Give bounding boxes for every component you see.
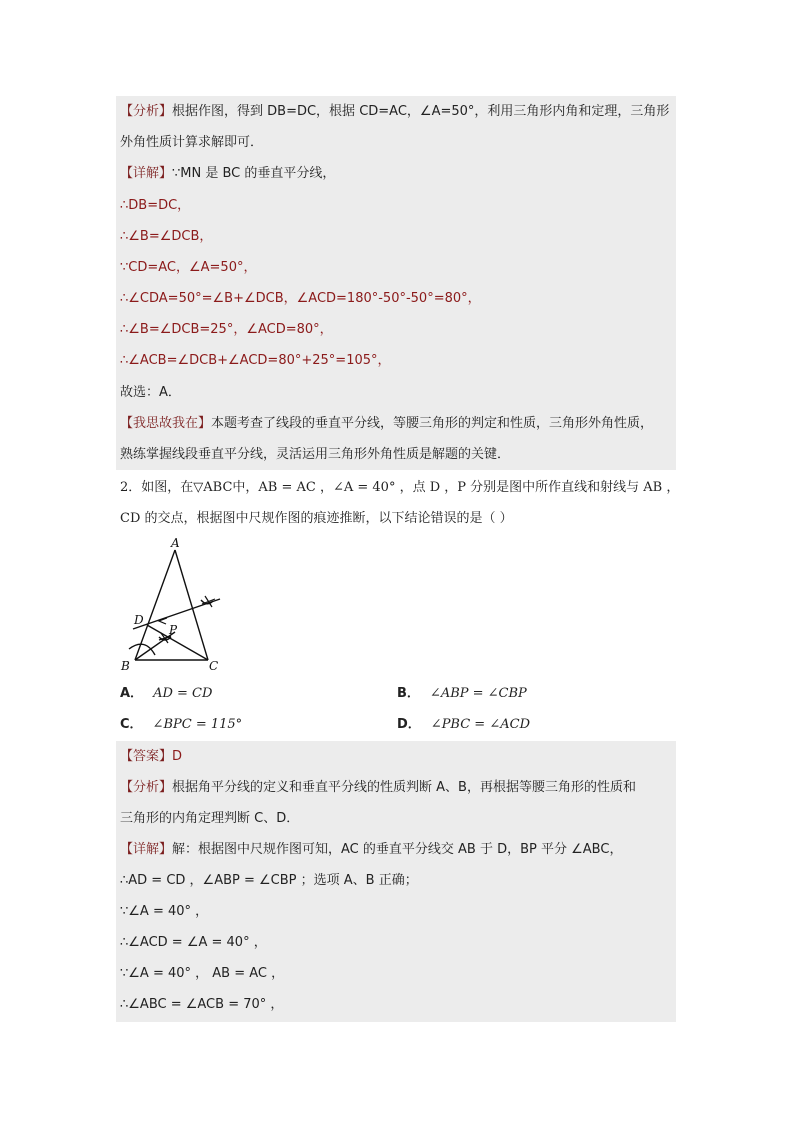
option-d[interactable]: D． ∠PBC = ∠ACD — [397, 717, 530, 732]
analysis-1-line-2: 外角性质计算求解即可． — [120, 135, 264, 150]
arc-at-b — [129, 644, 155, 655]
detail-1-step-6: ∴∠ACB=∠DCB+∠ACD=80°+25°=105°， — [120, 353, 391, 368]
question-2-line-2: CD 的交点，根据图中尺规作图的痕迹推断，以下结论错误的是（ ） — [120, 511, 513, 526]
question-2-line-1: 2．如图，在▽ABC中，AB = AC ，∠A = 40° ，点 D ，P 分别是图中所作直线和射线与 AB ， — [120, 480, 680, 495]
reflect-line-1: 【我思故我在】本题考查了线段的垂直平分线，等腰三角形的判定和性质，三角形外角性质， — [120, 416, 654, 431]
point-label-d: D — [134, 613, 144, 627]
vertex-label-c: C — [209, 659, 219, 673]
reflect-label: 【我思故我在】 — [120, 416, 212, 431]
detail-2-line-1: 【详解】解：根据图中尺规作图可知，AC 的垂直平分线交 AB 于 D，BP 平分 ∠ABC， — [120, 842, 623, 857]
option-b[interactable]: B． ∠ABP = ∠CBP — [397, 686, 527, 701]
detail-2-step-3: ∴∠ACD = ∠A = 40° ， — [120, 935, 267, 950]
side-ab — [135, 550, 175, 660]
analysis-2-label: 【分析】 — [120, 780, 173, 795]
detail-label: 【详解】 — [120, 166, 173, 181]
detail-2-step-5: ∴∠ABC = ∠ACB = 70° ， — [120, 997, 284, 1012]
solution-block-1 — [116, 96, 676, 470]
geometry-figure — [115, 537, 245, 672]
detail-1-step-5: ∴∠B=∠DCB=25°，∠ACD=80°， — [120, 322, 333, 337]
detail-2-step-1: ∴AD = CD ，∠ABP = ∠CBP ；选项 A、B 正确； — [120, 873, 418, 888]
point-label-p: P — [169, 623, 178, 637]
detail-1-step-3: ∵CD=AC，∠A=50°， — [120, 260, 257, 275]
detail-1-line-1: 【详解】∵MN 是 BC 的垂直平分线， — [120, 166, 336, 181]
vertex-label-a: A — [171, 536, 180, 550]
analysis-2-line-2: 三角形的内角定理判断 C、D． — [120, 811, 300, 826]
detail-1-step-4: ∴∠CDA=50°=∠B+∠DCB，∠ACD=180°-50°-50°=80°， — [120, 291, 481, 306]
option-a[interactable]: A． AD = CD — [120, 686, 213, 701]
answer-value: D — [172, 749, 183, 764]
analysis-2-line-1: 【分析】根据角平分线的定义和垂直平分线的性质判断 A、B，再根据等腰三角形的性质和 — [120, 780, 636, 795]
option-c[interactable]: C． ∠BPC = 115° — [120, 717, 243, 732]
detail-2-step-2: ∵∠A = 40° ， — [120, 904, 209, 919]
detail-2-label: 【详解】 — [120, 842, 173, 857]
answer-line — [120, 749, 182, 765]
detail-1-step-1: ∴DB=DC， — [120, 198, 191, 213]
analysis-label: 【分析】 — [120, 104, 173, 119]
detail-1-step-2: ∴∠B=∠DCB， — [120, 229, 213, 244]
answer-label: 【答案】 — [120, 749, 173, 764]
vertex-label-b: B — [121, 659, 130, 673]
reflect-line-2: 熟练掌握线段垂直平分线，灵活运用三角形外角性质是解题的关键． — [120, 447, 511, 462]
detail-1-choice: 故选：A． — [120, 385, 181, 400]
detail-2-step-4: ∵∠A = 40° ， AB = AC ， — [120, 966, 285, 981]
analysis-1-line-1: 【分析】根据作图，得到 DB=DC，根据 CD=AC，∠A=50°，利用三角形内角和定理，三角形 — [120, 104, 670, 119]
